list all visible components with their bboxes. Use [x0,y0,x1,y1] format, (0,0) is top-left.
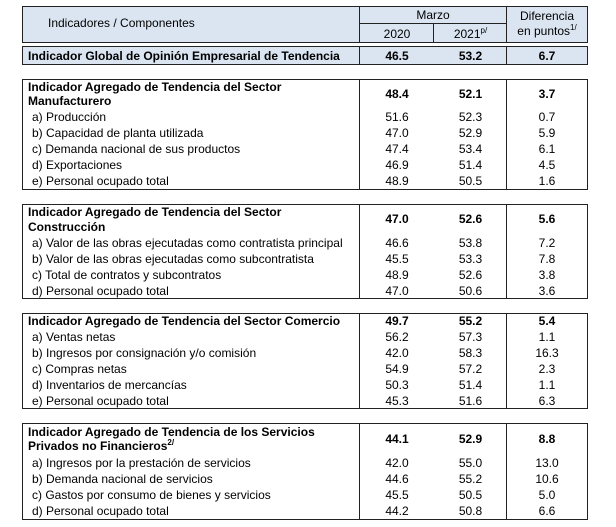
list-item-2021: 53.8 [458,236,483,250]
list-item-diff: 6.6 [538,504,556,518]
section-diff: 5.6 [538,212,556,226]
section-value-2020: 47.0 [385,212,409,226]
list-item-label: c) Compras netas [32,362,127,376]
list-item-diff: 7.8 [538,252,556,266]
list-item-diff: 16.3 [535,346,559,360]
section-title: Indicador Agregado de Tendencia de los Servicios [28,425,315,439]
list-item-diff: 0.7 [538,110,556,124]
list-item-2020: 42.0 [385,456,409,470]
list-item-label: b) Demanda nacional de servicios [32,472,213,486]
list-item-2020: 47.4 [385,142,409,156]
list-item-2021: 55.2 [458,472,483,486]
global-value-2020: 46.5 [385,49,409,63]
section-value-2021: 52.6 [458,212,483,226]
list-item-label: a) Producción [32,110,107,124]
list-item-2021: 57.3 [458,330,483,344]
list-item-2021: 50.8 [458,504,483,518]
section-diff: 3.7 [538,87,556,101]
list-item-2020: 46.6 [385,236,409,250]
list-item-label: a) Ingresos por la prestación de servicios [32,456,251,470]
global-value-2021: 53.2 [458,49,483,63]
header-year-2021: $2021^{p/}$ [453,26,488,41]
list-item-label: c) Demanda nacional de sus productos [32,142,241,156]
header-diff-line1: Diferencia [519,9,575,23]
global-diff: 6.7 [538,49,556,63]
list-item-diff: 2.3 [538,362,556,376]
section-diff: 5.4 [538,314,556,328]
list-item-label: e) Personal ocupado total [32,394,169,408]
list-item-diff: 5.0 [538,488,556,502]
list-item-2020: 54.9 [385,362,409,376]
section-title: Indicador Agregado de Tendencia del Sector [28,80,282,94]
list-item-diff: 1.1 [538,378,556,392]
list-item-2021: 51.4 [458,378,483,392]
list-item-2021: 50.6 [458,284,483,298]
list-item-label: a) Ventas netas [32,330,116,344]
list-item-2020: 50.3 [385,378,409,392]
section-value-2021: 55.2 [458,314,483,328]
section-title: Indicador Agregado de Tendencia del Sector Comercio [28,314,341,328]
list-item-2020: 44.6 [385,472,409,486]
list-item-2021: 55.0 [458,456,483,470]
list-item-diff: 1.6 [538,174,556,188]
list-item-label: d) Personal ocupado total [32,284,169,298]
list-item-2020: 51.6 [385,110,409,124]
header-col-label: Indicadores / Componentes [48,16,195,30]
list-item-label: d) Personal ocupado total [32,504,169,518]
list-item-2021: 57.2 [458,362,483,376]
list-item-2020: 56.2 [385,330,409,344]
list-item-diff: 6.1 [538,142,556,156]
list-item-diff: 4.5 [538,158,556,172]
list-item-label: b) Ingresos por consignación y/o comisión [32,346,257,360]
list-item-label: d) Exportaciones [32,158,123,172]
list-item-label: c) Gastos por consumo de bienes y servicios [32,488,271,502]
list-item-2021: 52.9 [458,126,483,140]
list-item-2021: 53.3 [458,252,483,266]
section-title-line2: Privados no Financieros$^{2/}$ [28,438,175,453]
list-item-2021: 50.5 [458,174,483,188]
list-item-2021: 52.6 [458,268,483,282]
list-item-2021: 51.6 [458,394,483,408]
header-period: Marzo [416,8,450,22]
list-item-2020: 47.0 [385,126,409,140]
list-item-2021: 53.4 [458,142,483,156]
list-item-2020: 47.0 [385,284,409,298]
list-item-2020: 45.5 [385,252,409,266]
list-item-label: d) Inventarios de mercancías [32,378,187,392]
list-item-2021: 58.3 [458,346,483,360]
list-item-label: a) Valor de las obras ejecutadas como contratista principal [32,236,343,250]
section-value-2021: 52.1 [458,87,483,101]
list-item-2021: 52.3 [458,110,483,124]
list-item-diff: 6.3 [538,394,556,408]
global-indicator-label: Indicador Global de Opinión Empresarial de Tendencia [28,49,340,63]
header-diff-line2: en puntos$^{1/}$ [517,23,577,38]
list-item-2021: 51.4 [458,158,483,172]
header-year-2020: 2020 [383,27,411,41]
list-item-label: c) Total de contratos y subcontratos [32,268,222,282]
list-item-diff: 3.6 [538,284,556,298]
list-item-diff: 1.1 [538,330,556,344]
list-item-label: b) Valor de las obras ejecutadas como subcontratista [32,252,314,266]
list-item-2020: 45.3 [385,394,409,408]
list-item-2020: 48.9 [385,268,409,282]
section-value-2020: 49.7 [385,314,409,328]
list-item-2020: 46.9 [385,158,409,172]
list-item-2021: 50.5 [458,488,483,502]
list-item-diff: 7.2 [538,236,556,250]
section-diff: 8.8 [538,432,556,446]
list-item-diff: 3.8 [538,268,556,282]
list-item-diff: 10.6 [535,472,559,486]
list-item-label: e) Personal ocupado total [32,174,169,188]
list-item-diff: 5.9 [538,126,556,140]
list-item-label: b) Capacidad de planta utilizada [32,126,204,140]
list-item-2020: 42.0 [385,346,409,360]
section-value-2020: 48.4 [385,87,409,101]
section-value-2020: 44.1 [385,432,409,446]
list-item-2020: 45.5 [385,488,409,502]
section-title-line2: Manufacturero [28,94,112,108]
section-value-2021: 52.9 [458,432,483,446]
section-title-line2: Construcción [28,220,106,234]
list-item-2020: 44.2 [385,504,409,518]
section-title: Indicador Agregado de Tendencia del Sector [28,205,282,219]
list-item-2020: 48.9 [385,174,409,188]
list-item-diff: 13.0 [535,456,559,470]
